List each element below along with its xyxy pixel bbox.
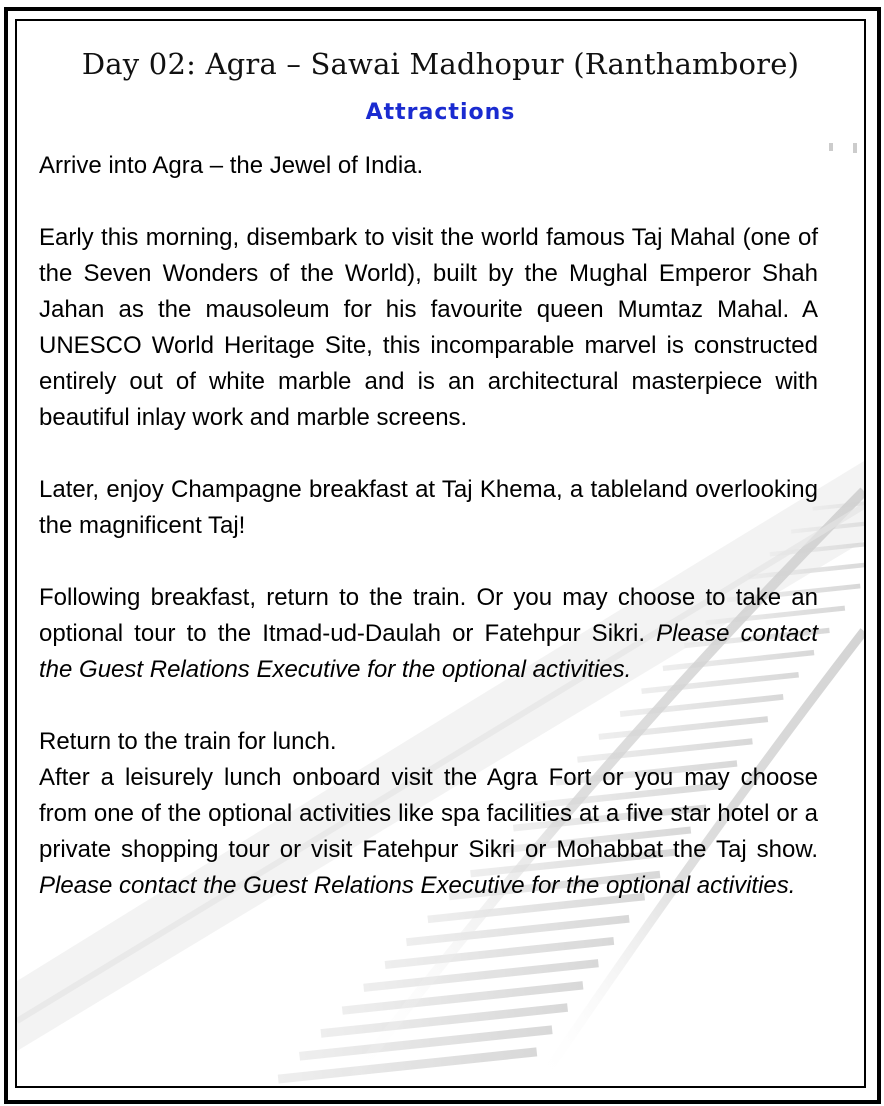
inner-frame: [15, 19, 866, 1088]
following-text: Following breakfast, return to the train. Or you may choose to take an optional tour to the Itmad-ud-Daulah or Fatehpur Sikri.: [39, 584, 818, 647]
afternoon-note: Please contact the Guest Relations Executive for the optional activities.: [39, 872, 796, 899]
section-subtitle: Attractions: [365, 100, 516, 125]
paragraph-lunch: Return to the train for lunch.: [39, 728, 337, 755]
paragraph-afternoon: [39, 760, 818, 904]
paragraph-taj-mahal: Early this morning, disembark to visit the world famous Taj Mahal (one of the Seven Wonders of the World), built by the Mughal Emperor Shah Jahan as the mausoleum for his favourite queen Mumtaz Mahal. A UNESCO World Heritage Site, this incomparable marvel is constructed entirely out of white marble and is an architectural masterpiece with beautiful inlay work and marble screens.: [39, 224, 818, 431]
paragraph-breakfast: Later, enjoy Champagne breakfast at Taj Khema, a tableland overlooking the magnificent Taj!: [39, 476, 818, 539]
following-note: Please contact the Guest Relations Executive for the optional activities.: [39, 620, 819, 683]
page-title: Day 02: Agra – Sawai Madhopur (Ranthambore): [81, 47, 800, 81]
afternoon-text: After a leisurely lunch onboard visit the Agra Fort or you may choose from one of the optional activities like spa facilities at a five star hotel or a private shopping tour or visit Fatehpur Sikri or Mohabbat the Taj show.: [39, 764, 818, 863]
itinerary-body: [39, 148, 818, 940]
paragraph-following-breakfast: [39, 580, 818, 688]
paragraph-arrive: Arrive into Agra – the Jewel of India.: [39, 152, 424, 179]
outer-frame: [4, 7, 881, 1104]
